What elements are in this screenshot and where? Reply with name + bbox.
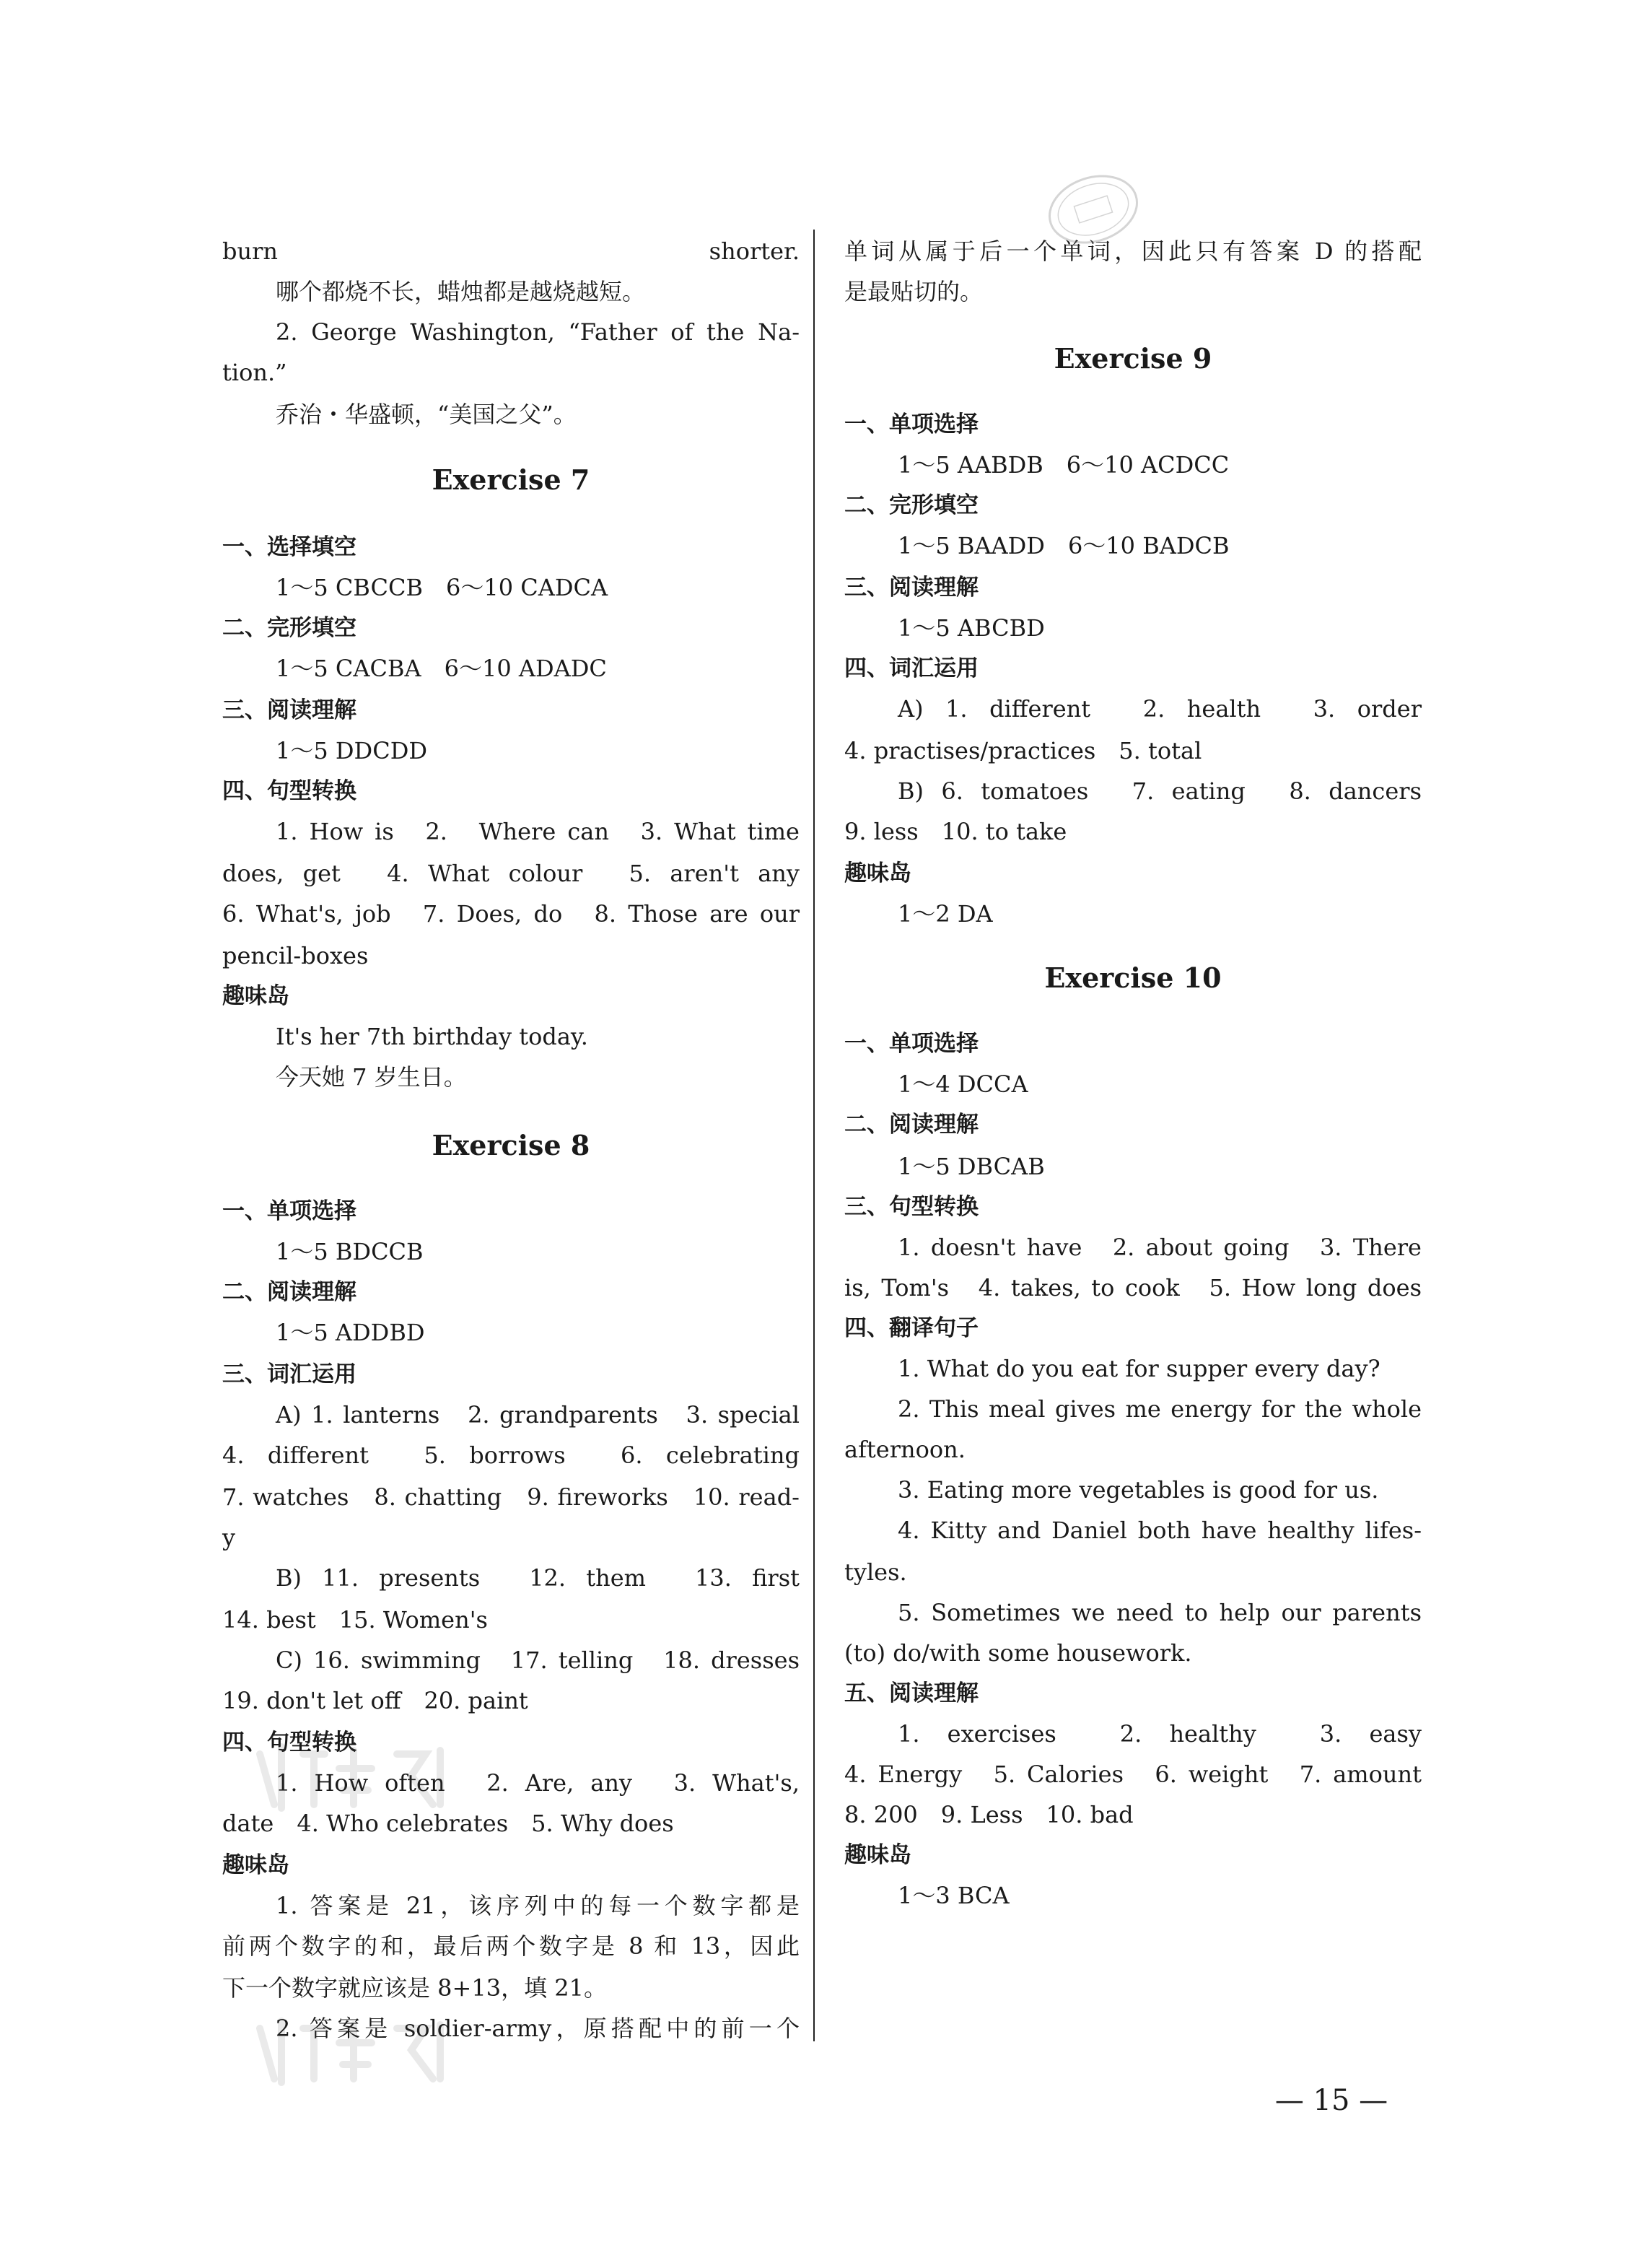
- answer-line: 7. watches 8. chatting 9. fireworks 10. read-: [222, 1483, 800, 1511]
- text-line: 2. George Washington, “Father of the Na-: [276, 318, 800, 346]
- text-line: 是最贴切的。: [844, 278, 984, 305]
- answer-line: 1～5 ADDBD: [276, 1319, 425, 1346]
- watermark-icon: [245, 2007, 476, 2093]
- answer-line: 3. Eating more vegetables is good for us.: [898, 1476, 1379, 1504]
- answer-line: 9. less 10. to take: [844, 818, 1067, 845]
- answer-line: A) 1. different 2. health 3. order: [898, 695, 1422, 723]
- text-line: 前两个数字的和，最后两个数字是 8 和 13，因此: [222, 1932, 800, 1960]
- answer-line: 1. How is 2. Where can 3. What time: [276, 818, 800, 845]
- answer-line: 19. don't let off 20. paint: [222, 1687, 528, 1714]
- section-heading: 二、完形填空: [844, 492, 979, 518]
- exercise-title: Exercise 9: [1054, 342, 1212, 375]
- answer-line: 1. doesn't have 2. about going 3. There: [898, 1234, 1422, 1261]
- section-heading: 二、阅读理解: [844, 1112, 979, 1138]
- answer-line: A) 1. lanterns 2. grandparents 3. special: [276, 1401, 800, 1429]
- section-heading: 二、阅读理解: [222, 1279, 356, 1305]
- stamp-logo-icon: [1036, 166, 1151, 253]
- section-heading: 五、阅读理解: [844, 1680, 979, 1706]
- answer-line: 14. best 15. Women's: [222, 1606, 488, 1634]
- text-line: 单词从属于后一个单词，因此只有答案 D 的搭配: [844, 237, 1422, 265]
- answer-line: 1～3 BCA: [898, 1882, 1010, 1909]
- section-heading: 四、词汇运用: [844, 655, 979, 681]
- answer-line: 4. Energy 5. Calories 6. weight 7. amount: [844, 1761, 1422, 1788]
- answer-line: 1～5 CBCCB 6～10 CADCA: [276, 574, 608, 601]
- answer-line: 1～5 BDCCB: [276, 1238, 424, 1265]
- text-line: tion.”: [222, 359, 287, 386]
- answer-line: B) 11. presents 12. them 13. first: [276, 1564, 800, 1592]
- section-heading: 四、句型转换: [222, 778, 356, 804]
- answer-line: 4. practises/practices 5. total: [844, 737, 1202, 764]
- answer-line: is, Tom's 4. takes, to cook 5. How long does: [844, 1274, 1422, 1301]
- text-line: 乔治・华盛顿，“美国之父”。: [276, 401, 577, 428]
- answer-line: tyles.: [844, 1558, 907, 1586]
- answer-line: (to) do/with some housework.: [844, 1639, 1192, 1667]
- section-heading: 四、翻译句子: [844, 1315, 979, 1341]
- section-heading: 一、选择填空: [222, 534, 356, 560]
- text-line: 哪个都烧不长，蜡烛都是越烧越短。: [276, 278, 646, 305]
- section-heading: 趣味岛: [844, 1842, 911, 1868]
- text-line: It's her 7th birthday today.: [276, 1023, 588, 1050]
- answer-line: 8. 200 9. Less 10. bad: [844, 1801, 1134, 1828]
- answer-line: 1. What do you eat for supper every day?: [898, 1355, 1380, 1382]
- section-heading: 二、完形填空: [222, 615, 356, 641]
- answer-line: 1. How often 2. Are, any 3. What's,: [276, 1769, 800, 1797]
- text-line: 2. 答案是 soldier-army，原搭配中的前一个: [276, 2015, 800, 2042]
- section-heading: 趣味岛: [222, 983, 289, 1009]
- exercise-title: Exercise 10: [1044, 961, 1222, 994]
- exercise-title: Exercise 7: [432, 463, 590, 496]
- answer-line: 4. different 5. borrows 6. celebrating: [222, 1442, 800, 1469]
- answer-line: does, get 4. What colour 5. aren't any: [222, 860, 800, 887]
- answer-line: 1～4 DCCA: [898, 1070, 1028, 1098]
- answer-line: 1～5 AABDB 6～10 ACDCC: [898, 451, 1230, 479]
- section-heading: 三、阅读理解: [844, 575, 979, 601]
- watermark-icon: [245, 1732, 476, 1819]
- section-heading: 趣味岛: [844, 860, 911, 886]
- answer-line: 1～5 ABCBD: [898, 614, 1045, 642]
- text-line: 1. 答案是 21，该序列中的每一个数字都是: [276, 1892, 800, 1919]
- section-heading: 一、单项选择: [844, 1031, 979, 1057]
- section-heading: 趣味岛: [222, 1852, 289, 1878]
- answer-line: 1. exercises 2. healthy 3. easy: [898, 1720, 1422, 1748]
- answer-line: 1～5 CACBA 6～10 ADADC: [276, 655, 607, 682]
- answer-line: 6. What's, job 7. Does, do 8. Those are our: [222, 900, 800, 928]
- section-heading: 三、句型转换: [844, 1194, 979, 1220]
- answer-line: 1～5 DDCDD: [276, 737, 428, 764]
- answer-line: 1～2 DA: [898, 900, 993, 928]
- answer-line: 1～5 BAADD 6～10 BADCB: [898, 532, 1230, 559]
- text-line: 今天她 7 岁生日。: [276, 1063, 467, 1091]
- section-heading: 一、单项选择: [222, 1198, 356, 1224]
- answer-line: 5. Sometimes we need to help our parents: [898, 1599, 1422, 1626]
- section-heading: 一、单项选择: [844, 411, 979, 437]
- text-line: 下一个数字就应该是 8+13，填 21。: [222, 1974, 607, 2002]
- page-number: — 15 —: [1274, 2084, 1388, 2117]
- section-heading: 三、词汇运用: [222, 1361, 356, 1387]
- text-line: burn shorter.: [222, 237, 800, 265]
- exercise-title: Exercise 8: [432, 1129, 590, 1161]
- answer-line: date 4. Who celebrates 5. Why does: [222, 1810, 674, 1837]
- answer-line: 2. This meal gives me energy for the whole: [898, 1395, 1422, 1423]
- answer-line: B) 6. tomatoes 7. eating 8. dancers: [898, 777, 1422, 805]
- answer-line: 4. Kitty and Daniel both have healthy lifes-: [898, 1517, 1422, 1544]
- section-heading: 四、句型转换: [222, 1730, 356, 1755]
- answer-line: pencil-boxes: [222, 942, 369, 969]
- column-divider: [813, 230, 815, 2041]
- answer-line: y: [222, 1524, 236, 1551]
- section-heading: 三、阅读理解: [222, 697, 356, 723]
- answer-line: C) 16. swimming 17. telling 18. dresses: [276, 1647, 800, 1674]
- answer-line: 1～5 DBCAB: [898, 1153, 1045, 1180]
- answer-line: afternoon.: [844, 1436, 966, 1463]
